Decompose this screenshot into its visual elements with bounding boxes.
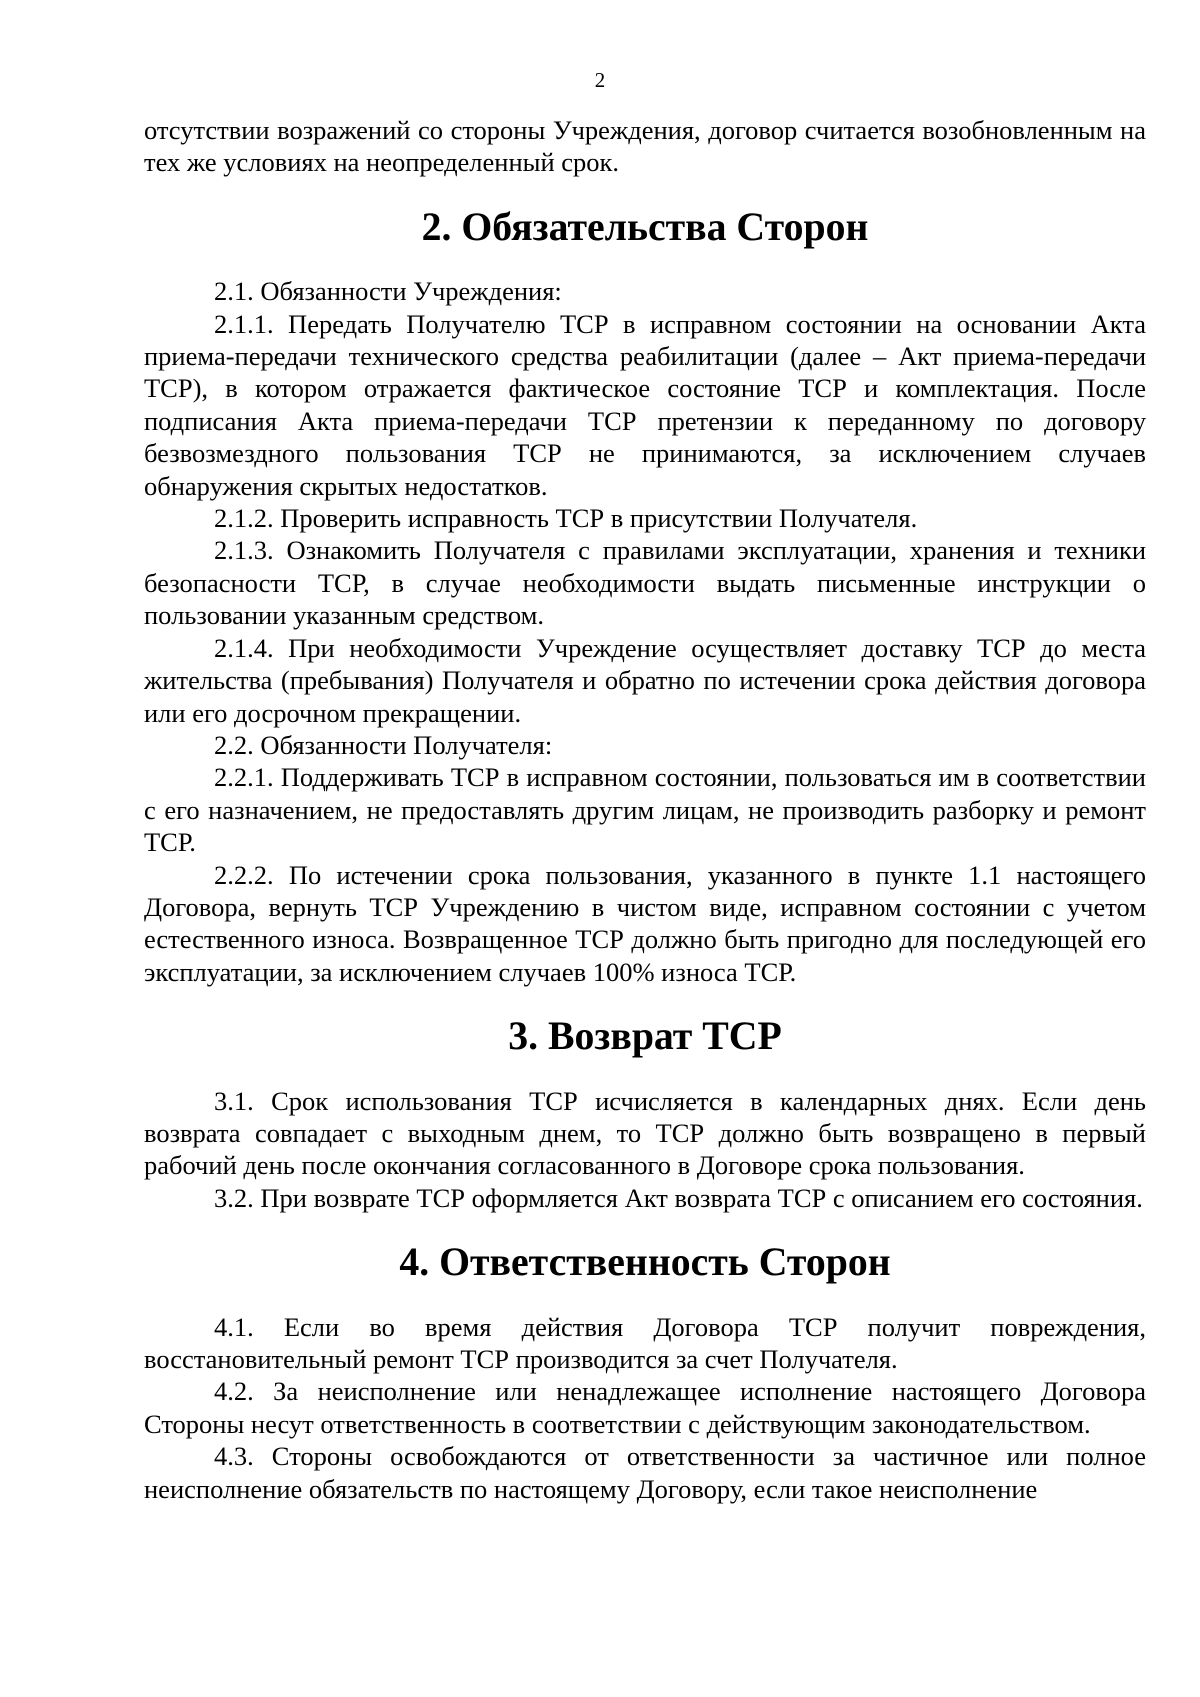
paragraph-2-1-2: 2.1.2. Проверить исправность ТСР в присутствии Получателя. <box>214 503 918 534</box>
section-heading-obligations: 2. Обязательства Сторон <box>421 204 869 249</box>
paragraph-4-3: 4.3. Стороны освобождаются от ответственности за частичное или полное неисполнение обязательств по настоящему Договору, если такое неисполнение <box>144 1441 1146 1504</box>
paragraph-2-1-4: 2.1.4. При необходимости Учреждение осуществляет доставку ТСР до места жительства (пребывания) Получателя и обратно по истечении срока действия договора или его досрочном прекращении. <box>144 632 1146 728</box>
paragraph-2-1-3: 2.1.3. Ознакомить Получателя с правилами эксплуатации, хранения и техники безопасности ТСР, в случае необходимости выдать письменные инструкции о пользовании указанным средством. <box>144 535 1146 631</box>
paragraph-3-1: 3.1. Срок использования ТСР исчисляется в календарных днях. Если день возврата совпадает с выходным днем, то ТСР должно быть возвращено в первый рабочий день после окончания согласованного в Договоре срока пользования. <box>144 1085 1146 1181</box>
paragraph-2-2-1: 2.2.1. Поддерживать ТСР в исправном состоянии, пользоваться им в соответствии с его назначением, не предоставлять другим лицам, не производить разборку и ремонт ТСР. <box>144 762 1146 858</box>
paragraph-2-1-1: 2.1.1. Передать Получателю ТСР в исправном состоянии на основании Акта приема-передачи технического средства реабилитации (далее – Акт приема-передачи ТСР), в котором отражается фактическое состояние ТСР и комплектация. После подписания Акта приема-передачи ТСР претензии к переданному по договору безвозмездного пользования ТСР не принимаются, за исключением случаев обнаружения скрытых недостатков. <box>144 308 1146 501</box>
section-heading-return: 3. Возврат ТСР <box>508 1014 782 1059</box>
paragraph-4-1: 4.1. Если во время действия Договора ТСР получит повреждения, восстановительный ремонт ТСР производится за счет Получателя. <box>144 1311 1146 1374</box>
paragraph-2-2: 2.2. Обязанности Получателя: <box>214 729 553 760</box>
intro-paragraph: отсутствии возражений со стороны Учреждения, договор считается возобновленным на тех же условиях на неопределенный срок. <box>144 115 1146 178</box>
paragraph-2-2-2: 2.2.2. По истечении срока пользования, указанного в пункте 1.1 настоящего Договора, вернуть ТСР Учреждению в чистом виде, исправном состоянии с учетом естественного износа. Возвращенное ТСР должно быть пригодно для последующей его эксплуатации, за исключением случаев 100% износа ТСР. <box>144 859 1146 987</box>
paragraph-3-2: 3.2. При возврате ТСР оформляется Акт возврата ТСР с описанием его состояния. <box>214 1182 1143 1213</box>
paragraph-4-2: 4.2. За неисполнение или ненадлежащее исполнение настоящего Договора Стороны несут ответственность в соответствии с действующим законодательством. <box>144 1376 1146 1439</box>
document-body <box>144 114 1146 1505</box>
page-number: 2 <box>594 68 606 92</box>
paragraph-2-1: 2.1. Обязанности Учреждения: <box>214 276 562 307</box>
section-heading-liability: 4. Ответственность Сторон <box>399 1240 891 1285</box>
